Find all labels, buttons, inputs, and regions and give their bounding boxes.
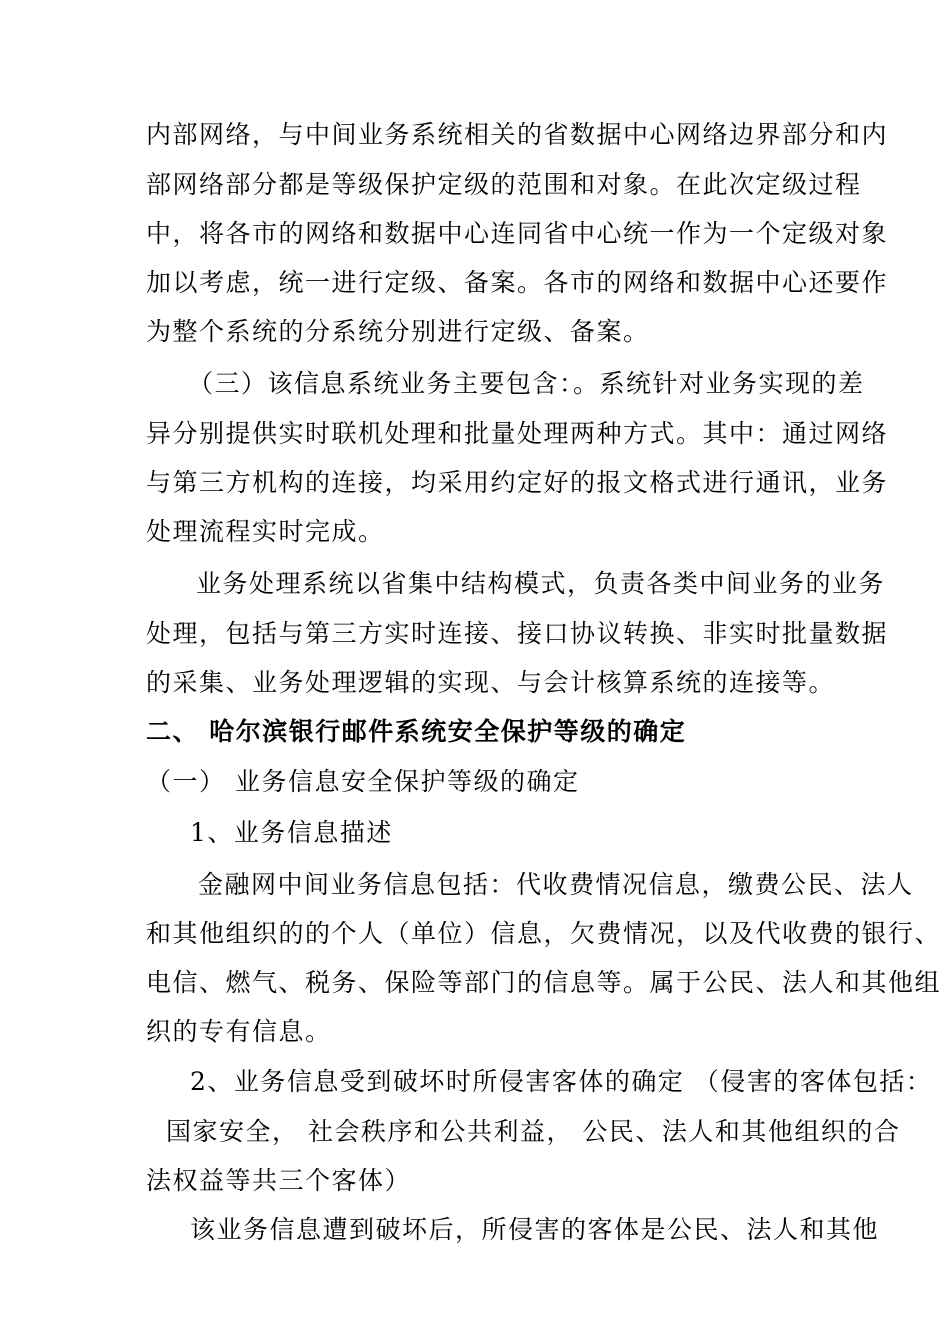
- subsection-heading: 1、业务信息描述: [190, 818, 393, 847]
- paragraph-line: 中，将各市的网络和数据中心连同省中心统一作为一个定级对象: [146, 219, 889, 248]
- paragraph-line: 与第三方机构的连接，均采用约定好的报文格式进行通讯，业务: [146, 468, 889, 497]
- paragraph-line: （三）该信息系统业务主要包含：。系统针对业务实现的差: [188, 369, 865, 398]
- paragraph-line: 织的专有信息。: [146, 1017, 332, 1046]
- paragraph-line: 和其他组织的的个人（单位）信息，欠费情况，以及代收费的银行、: [146, 919, 942, 948]
- paragraph-line: 的采集、业务处理逻辑的实现、与会计核算系统的连接等。: [146, 668, 836, 697]
- paragraph-line: 该业务信息遭到破坏后，所侵害的客体是公民、法人和其他: [190, 1215, 880, 1244]
- section-heading: 二、 哈尔滨银行邮件系统安全保护等级的确定: [146, 717, 687, 746]
- paragraph-line: 金融网中间业务信息包括：代收费情况信息，缴费公民、法人: [198, 870, 914, 899]
- paragraph-line: 法权益等共三个客体）: [146, 1166, 412, 1195]
- paragraph-line: 业务处理系统以省集中结构模式，负责各类中间业务的业务: [196, 569, 886, 598]
- paragraph-line: 为整个系统的分系统分别进行定级、备案。: [146, 317, 650, 346]
- subsection-heading: （一） 业务信息安全保护等级的确定: [146, 767, 580, 796]
- paragraph-line: 处理流程实时完成。: [146, 517, 385, 546]
- paragraph-line: 2、业务信息受到破坏时所侵害客体的确定 （侵害的客体包括：: [190, 1067, 933, 1096]
- paragraph-line: 国家安全， 社会秩序和公共利益， 公民、法人和其他组织的合: [166, 1117, 901, 1146]
- paragraph-line: 内部网络，与中间业务系统相关的省数据中心网络边界部分和内: [146, 120, 889, 149]
- paragraph-line: 电信、燃气、税务、保险等部门的信息等。属于公民、法人和其他组: [146, 968, 942, 997]
- paragraph-line: 处理，包括与第三方实时连接、接口协议转换、非实时批量数据: [146, 619, 889, 648]
- paragraph-line: 异分别提供实时联机处理和批量处理两种方式。其中：通过网络: [146, 419, 889, 448]
- paragraph-line: 加以考虑，统一进行定级、备案。各市的网络和数据中心还要作: [146, 268, 889, 297]
- paragraph-line: 部网络部分都是等级保护定级的范围和对象。在此次定级过程: [146, 170, 862, 199]
